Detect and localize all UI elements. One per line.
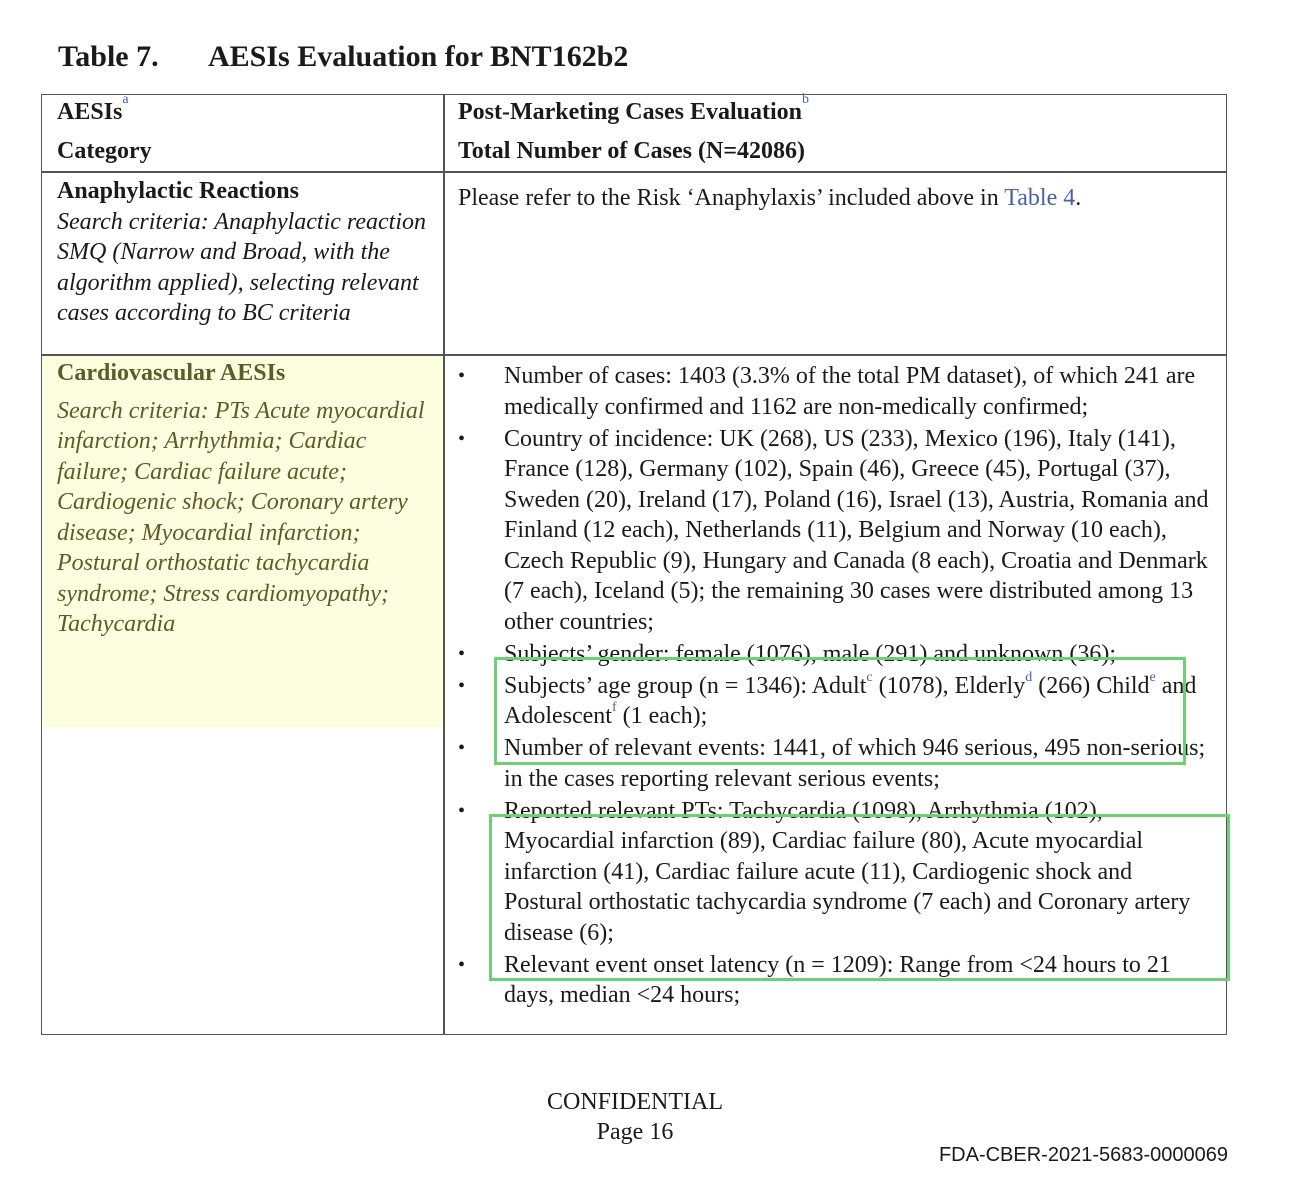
header-pm-evaluation: [458, 93, 1218, 171]
age-text-3: (266) Child: [1032, 672, 1150, 699]
header-aesis-category: [57, 93, 437, 171]
footnote-ref-c[interactable]: c: [866, 669, 873, 685]
anaphylactic-evaluation: [458, 183, 1218, 214]
gender-text: Subjects’ gender: female (1076), male (291) and unknown (36);: [504, 640, 1117, 667]
reported-pts-highlight-box: [489, 814, 1230, 981]
cardio-search-criteria: Search criteria: PTs Acute myocardial infarction; Arrhythmia; Cardiac failure; Cardiac failure acute; Cardiogenic shock; Coronary artery disease; Myocardial infarction; Postural orthostatic tachycardia syndrome; Stress cardiomyopathy; Tachycardia: [57, 397, 425, 637]
anaphylactic-evaluation-end: .: [1075, 185, 1082, 211]
column-divider: [443, 94, 445, 1035]
anaphylactic-category-cell: [57, 176, 437, 329]
cases-text: Number of cases: 1403 (3.3% of the total PM dataset), of which 241 are medically confirmed and 1162 are non-medically confirmed;: [504, 363, 1196, 420]
bullet-icon: •: [458, 674, 466, 697]
footnote-ref-a[interactable]: a: [122, 92, 129, 107]
document-id: FDA-CBER-2021-5683-0000069: [938, 1144, 1228, 1166]
anaphylactic-category: Anaphylactic Reactions: [57, 178, 299, 204]
pts-text: Reported relevant PTs: Tachycardia (1098), Arrhythmia (102), Myocardial infarction (89), Cardiac failure (80), Acute myocardial infarction (41), Cardiac failure acute (11), Cardiogenic shock and Postural orthostatic tachycardia syndrome (7 each) and Coronary artery disease (6);: [504, 797, 1191, 946]
age-text-5: (1 each);: [616, 703, 708, 729]
age-text-2: (1078), Elderly: [872, 672, 1026, 699]
table-title-text: AESIs Evaluation for BNT162b2: [208, 40, 629, 73]
footnote-ref-e[interactable]: e: [1149, 669, 1156, 685]
age-text-4: and Adolescent: [504, 672, 1197, 729]
page-number: Page 16: [596, 1119, 674, 1145]
footnote-ref-d[interactable]: d: [1025, 669, 1033, 685]
cardio-category: Cardiovascular AESIs: [57, 360, 286, 386]
header-pm-cases: Post-Marketing Cases Evaluation: [458, 99, 802, 125]
header-category: Category: [57, 138, 152, 164]
header-row-divider: [41, 171, 1227, 173]
bullet-icon: •: [458, 953, 466, 976]
table-4-link[interactable]: Table 4: [1004, 185, 1076, 211]
bullet-icon: •: [458, 427, 466, 450]
age-text-1: Subjects’ age group (n = 1346): Adult: [504, 672, 867, 699]
list-item-cases: [456, 361, 1216, 422]
table-title: [58, 40, 628, 74]
row-divider: [41, 354, 1227, 356]
header-aesis: AESIs: [57, 99, 123, 125]
latency-text: Relevant event onset latency (n = 1209): Range from <24 hours to 21 days, median <24 hours;: [504, 951, 1171, 1008]
anaphylactic-search-criteria: Search criteria: Anaphylactic reaction SMQ (Narrow and Broad, with the algorithm applied), selecting relevant cases according to BC criteria: [57, 208, 427, 326]
footnote-ref-b[interactable]: b: [802, 92, 809, 107]
header-total-cases: Total Number of Cases (N=42086): [458, 138, 806, 164]
confidential-label: CONFIDENTIAL: [547, 1089, 723, 1115]
footnote-ref-f[interactable]: f: [611, 700, 617, 715]
anaphylactic-evaluation-text: Please refer to the Risk ‘Anaphylaxis’ included above in: [458, 185, 1005, 211]
events-text: Number of relevant events: 1441, of which 946 serious, 495 non-serious; in the cases reporting relevant serious events;: [504, 735, 1206, 792]
demographics-highlight-box: [494, 657, 1186, 765]
bullet-icon: •: [458, 799, 466, 822]
country-text: Country of incidence: UK (268), US (233), Mexico (196), Italy (141), France (128), Germany (102), Spain (46), Greece (45), Portugal (37), Sweden (20), Ireland (17), Poland (16), Israel (13), Austria, Romania and Finland (12 each), Netherlands (11), Belgium and Norway (10 each), Czech Republic (9), Hungary and Canada (8 each), Croatia and Denmark (7 each), Iceland (5); the remaining 30 cases were distributed among 13 other countries;: [504, 425, 1209, 635]
bullet-icon: •: [458, 365, 466, 387]
table-number: Table 7.: [58, 40, 159, 73]
bullet-icon: •: [458, 737, 466, 759]
bullet-icon: •: [458, 642, 466, 665]
cardio-category-cell: [57, 358, 437, 640]
list-item-country: [456, 424, 1216, 638]
